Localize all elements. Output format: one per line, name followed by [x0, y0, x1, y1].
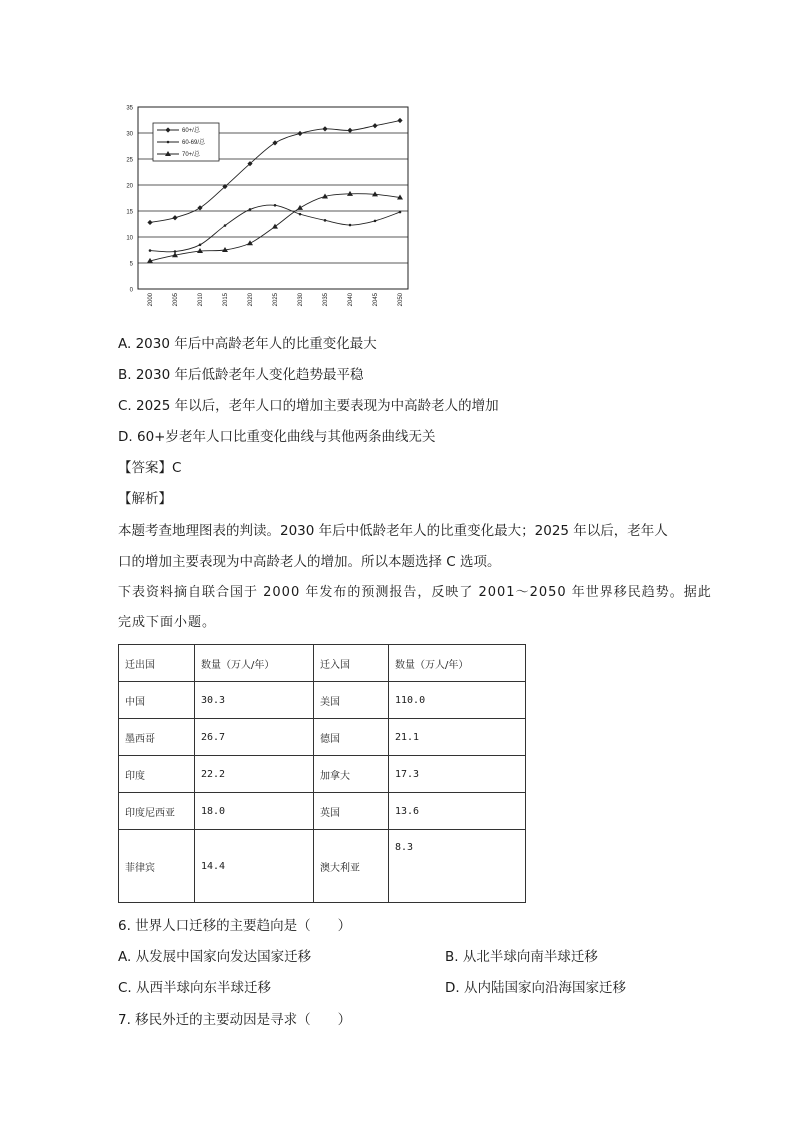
- diamond-marker: [272, 140, 277, 145]
- q6-stem: 6. 世界人口迁移的主要趋向是（ ）: [118, 918, 352, 934]
- x-tick-label: 2025: [273, 293, 279, 307]
- triangle-marker: [247, 240, 253, 245]
- y-tick-label: 30: [126, 131, 133, 138]
- option-b: B. 2030 年后低龄老年人变化趋势最平稳: [118, 367, 364, 383]
- diamond-marker: [322, 126, 327, 131]
- y-tick-label: 25: [126, 157, 133, 164]
- dot-marker: [274, 204, 277, 207]
- diamond-marker: [297, 131, 302, 136]
- cell: 澳大利亚: [314, 830, 389, 903]
- y-tick-label: 0: [129, 287, 133, 294]
- table-row: [119, 793, 526, 830]
- dot-marker: [299, 213, 302, 216]
- option-a: A. 2030 年后中高龄老年人的比重变化最大: [118, 336, 377, 352]
- triangle-marker: [297, 205, 303, 210]
- table-intro-line-1: 下表资料摘自联合国于 2000 年发布的预测报告，反映了 2001～2050 年世界移民趋势。据此: [118, 585, 712, 600]
- diamond-marker: [172, 215, 177, 220]
- header-cell: 迁入国: [314, 645, 389, 682]
- cell: 印度: [119, 756, 195, 793]
- x-tick-label: 2005: [173, 293, 179, 307]
- y-tick-label: 15: [126, 209, 133, 216]
- option-c: C. 2025 年以后，老年人口的增加主要表现为中高龄老人的增加: [118, 398, 499, 414]
- cell: 8.3: [389, 830, 526, 903]
- x-tick-label: 2000: [148, 293, 154, 307]
- cell: 22.2: [195, 756, 314, 793]
- diamond-marker: [147, 220, 152, 225]
- x-tick-label: 2045: [373, 293, 379, 307]
- header-cell: 数量（万人/年）: [389, 645, 526, 682]
- x-tick-label: 2040: [348, 293, 354, 307]
- y-tick-label: 10: [126, 235, 133, 242]
- y-tick-label: 35: [126, 105, 133, 112]
- q6-option-a: A. 从发展中国家向发达国家迁移: [118, 949, 312, 965]
- dot-marker: [249, 208, 252, 211]
- cell: 110.0: [389, 682, 526, 719]
- table-row: [119, 719, 526, 756]
- diamond-marker: [372, 123, 377, 128]
- cell: 中国: [119, 682, 195, 719]
- cell: 21.1: [389, 719, 526, 756]
- legend-label: 70+/总: [182, 152, 200, 159]
- y-axis-ticks: [126, 106, 133, 294]
- analysis-line-2: 口的增加主要表现为中高龄老人的增加。所以本题选择 C 选项。: [118, 554, 501, 570]
- cell: 30.3: [195, 682, 314, 719]
- q6-option-d: D. 从内陆国家向沿海国家迁移: [445, 980, 626, 996]
- option-d: D. 60+岁老年人口比重变化曲线与其他两条曲线无关: [118, 429, 436, 445]
- dot-marker: [374, 220, 377, 223]
- dot-marker: [224, 224, 227, 227]
- cell: 17.3: [389, 756, 526, 793]
- answer: 【答案】C: [118, 460, 182, 476]
- cell: 美国: [314, 682, 389, 719]
- cell: 墨西哥: [119, 719, 195, 756]
- cell: 18.0: [195, 793, 314, 830]
- chart-legend: [153, 123, 219, 161]
- dot-marker: [324, 219, 327, 222]
- dot-marker: [399, 211, 402, 214]
- dot-marker: [149, 249, 152, 252]
- x-tick-label: 2010: [198, 293, 204, 307]
- y-tick-label: 20: [126, 183, 133, 190]
- q6-option-c: C. 从西半球向东半球迁移: [118, 980, 272, 996]
- header-cell: 数量（万人/年）: [195, 645, 314, 682]
- x-tick-label: 2020: [248, 293, 254, 307]
- q6-option-b: B. 从北半球向南半球迁移: [445, 949, 598, 965]
- y-tick-label: 5: [129, 261, 133, 268]
- x-axis-ticks: [148, 292, 404, 306]
- table-header-row: [119, 645, 526, 682]
- triangle-marker: [272, 224, 278, 229]
- cell: 英国: [314, 793, 389, 830]
- x-tick-label: 2035: [323, 293, 329, 307]
- table-row: [119, 830, 526, 903]
- cell: 13.6: [389, 793, 526, 830]
- table-intro-line-2: 完成下面小题。: [118, 615, 217, 630]
- header-cell: 迁出国: [119, 645, 195, 682]
- cell: 加拿大: [314, 756, 389, 793]
- x-tick-label: 2050: [398, 293, 404, 307]
- diamond-marker: [197, 205, 202, 210]
- cell: 印度尼西亚: [119, 793, 195, 830]
- cell: 26.7: [195, 719, 314, 756]
- cell: 14.4: [195, 830, 314, 903]
- analysis-line-1: 本题考查地理图表的判读。2030 年后中低龄老年人的比重变化最大；2025 年以后，老年人: [118, 523, 668, 539]
- legend-label: 60-69/总: [182, 140, 206, 147]
- aging-population-line-chart: [118, 98, 418, 320]
- dot-marker: [349, 224, 352, 227]
- migration-table: [118, 644, 526, 903]
- cell: 菲律宾: [119, 830, 195, 903]
- q7-stem: 7. 移民外迁的主要动因是寻求（ ）: [118, 1012, 352, 1028]
- x-tick-label: 2015: [223, 293, 229, 307]
- table-row: [119, 682, 526, 719]
- series-3: [147, 191, 403, 263]
- cell: 德国: [314, 719, 389, 756]
- table-row: [119, 756, 526, 793]
- dot-marker: [167, 141, 170, 144]
- analysis-label: 【解析】: [118, 491, 172, 507]
- legend-label: 60+/总: [182, 128, 200, 135]
- dot-marker: [199, 244, 202, 247]
- x-tick-label: 2030: [298, 293, 304, 307]
- diamond-marker: [397, 118, 402, 123]
- diamond-marker: [347, 128, 352, 133]
